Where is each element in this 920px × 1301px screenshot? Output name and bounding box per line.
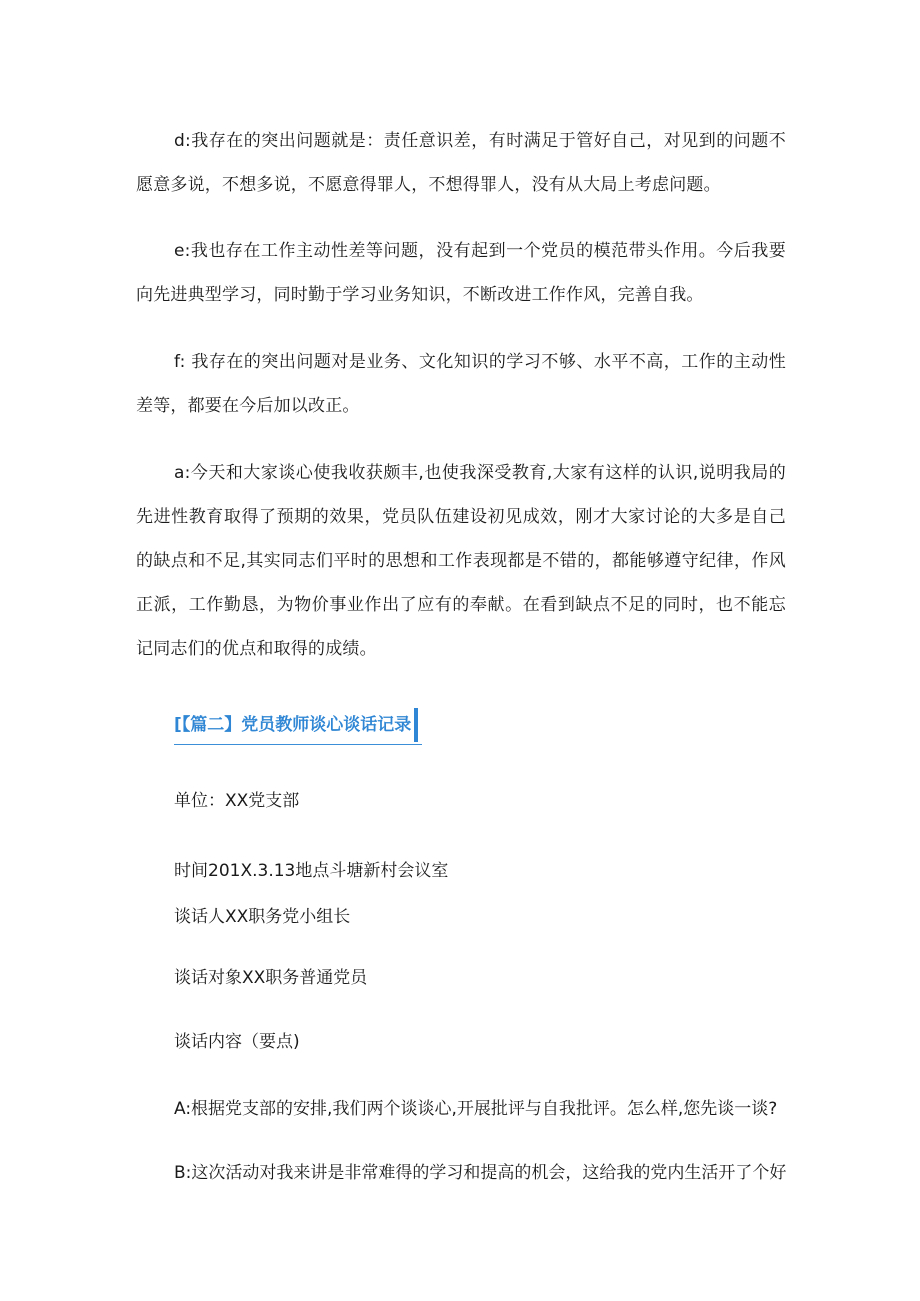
record-time-place: 时间201X.3.13地点斗塘新村会议室 [174, 861, 449, 881]
paragraph-e: e:我也存在工作主动性差等问题，没有起到一个党员的模范带头作用。今后我要向先进典型学习，同时勤于学习业务知识，不断改进工作作风，完善自我。 [136, 241, 786, 305]
section-heading-text: [【篇二】党员教师谈心谈话记录 [174, 715, 412, 735]
record-speaker: 谈话人XX职务党小组长 [174, 907, 351, 927]
paragraph-a: a:今天和大家谈心使我收获颇丰,也使我深受教育,大家有这样的认识,说明我局的先进性教育取得了预期的效果，党员队伍建设初见成效，刚才大家讨论的大多是自己的缺点和不足,其实同志们平时的思想和工作表现都是不错的，都能够遵守纪律，作风正派，工作勤恳，为物价事业作出了应有的奉献。在看到缺点不足的同时，也不能忘记同志们的优点和取得的成绩。 [136, 463, 786, 659]
section-heading [174, 706, 422, 745]
paragraph-d: d:我存在的突出问题就是：责任意识差，有时满足于管好自己，对见到的问题不愿意多说，不想多说，不愿意得罪人，不想得罪人，没有从大局上考虑问题。 [136, 131, 786, 195]
record-target: 谈话对象XX职务普通党员 [174, 968, 368, 988]
record-content-label: 谈话内容（要点) [174, 1032, 300, 1052]
cursor-bar [414, 708, 418, 742]
paragraph-f: f: 我存在的突出问题对是业务、文化知识的学习不够、水平不高，工作的主动性差等，都要在今后加以改正。 [136, 352, 786, 416]
dialogue-b: B:这次活动对我来讲是非常难得的学习和提高的机会，这给我的党内生活开了个好 [174, 1163, 787, 1183]
record-unit: 单位：XX党支部 [174, 791, 300, 811]
dialogue-a: A:根据党支部的安排,我们两个谈谈心,开展批评与自我批评。怎么样,您先谈一谈? [174, 1099, 778, 1119]
